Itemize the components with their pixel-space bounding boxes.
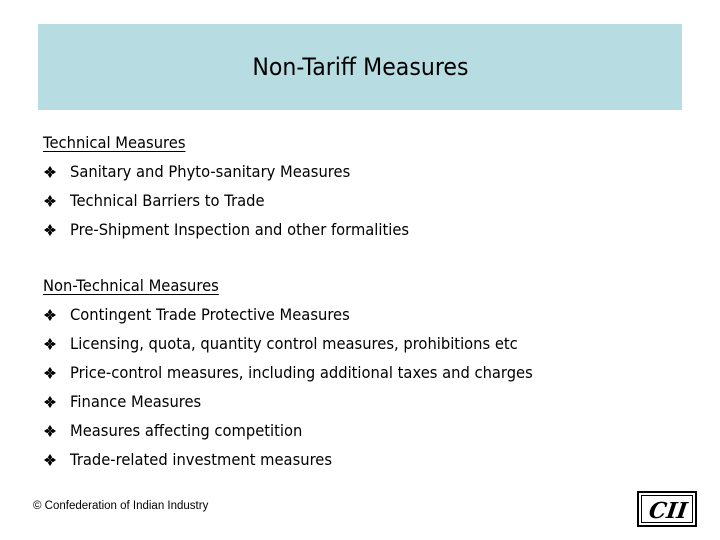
list-item [43, 445, 573, 474]
list-item-text: Trade-related investment measures [70, 450, 333, 469]
section-heading: Non-Technical Measures [43, 276, 219, 295]
list-item [43, 416, 573, 445]
title-banner [38, 24, 682, 110]
technical-measures-section [43, 128, 439, 244]
diamond-bullet-icon [43, 308, 57, 322]
non-technical-measures-section [43, 271, 573, 474]
bullet-list [43, 300, 573, 474]
list-item [43, 215, 439, 244]
diamond-bullet-icon [43, 366, 57, 380]
diamond-bullet-icon [43, 424, 57, 438]
logo-text: CII [647, 498, 690, 524]
diamond-bullet-icon [43, 337, 57, 351]
list-item [43, 358, 573, 387]
diamond-bullet-icon [43, 223, 57, 237]
list-item [43, 329, 573, 358]
diamond-bullet-icon [43, 453, 57, 467]
diamond-bullet-icon [43, 194, 57, 208]
list-item-text: Sanitary and Phyto-sanitary Measures [70, 162, 351, 181]
diamond-bullet-icon [43, 165, 57, 179]
list-item [43, 300, 573, 329]
list-item [43, 157, 439, 186]
list-item-text: Pre-Shipment Inspection and other formalities [70, 220, 410, 239]
list-item-text: Technical Barriers to Trade [70, 191, 265, 210]
list-item-text: Finance Measures [70, 392, 202, 411]
diamond-bullet-icon [43, 395, 57, 409]
list-item-text: Licensing, quota, quantity control measures, prohibitions etc [70, 334, 518, 353]
copyright-footer: © Confederation of Indian Industry [33, 500, 209, 512]
list-item [43, 387, 573, 416]
list-item [43, 186, 439, 215]
list-item-text: Price-control measures, including additional taxes and charges [70, 363, 533, 382]
slide-title: Non-Tariff Measures [251, 53, 469, 81]
section-heading: Technical Measures [43, 133, 186, 152]
cii-logo [637, 491, 697, 527]
list-item-text: Contingent Trade Protective Measures [70, 305, 350, 324]
bullet-list [43, 157, 439, 244]
list-item-text: Measures affecting competition [70, 421, 303, 440]
